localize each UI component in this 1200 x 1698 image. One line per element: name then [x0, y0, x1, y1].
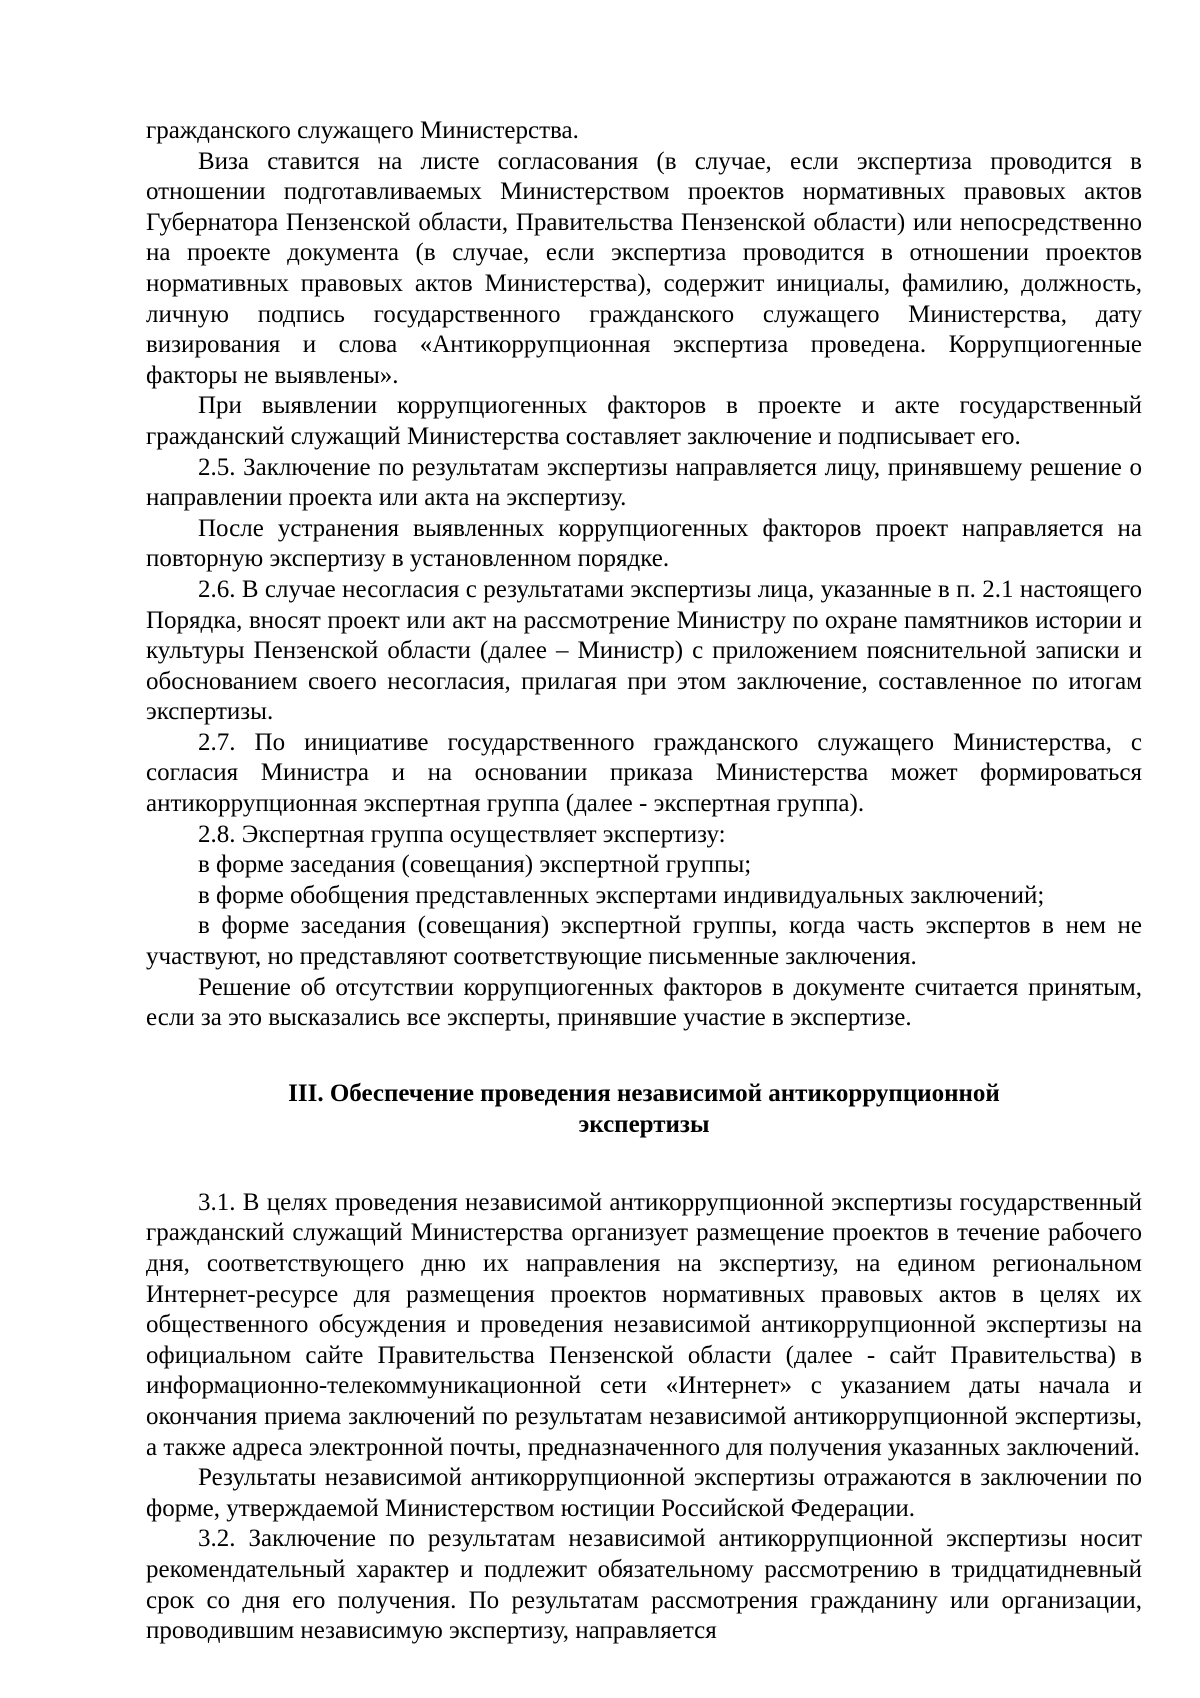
paragraph: 2.7. По инициативе государственного гражданского служащего Министерства, с согласия Министра и на основании приказа Министерства может формироваться антикоррупционная экспертная группа (далее - экспертная группа). — [146, 728, 1142, 818]
paragraph: Результаты независимой антикоррупционной экспертизы отражаются в заключении по форме, утверждаемой Министерством юстиции Российской Федерации. — [146, 1464, 1142, 1522]
section-3-heading — [146, 1078, 1142, 1140]
paragraph: Решение об отсутствии коррупциогенных факторов в документе считается принятым, если за это высказались все эксперты, принявшие участие в экспертизе. — [146, 973, 1142, 1032]
paragraph: в форме заседания (совещания) экспертной группы, когда часть экспертов в нем не участвуют, но представляют соответствующие письменные заключения. — [146, 912, 1142, 971]
section-3-heading-line-2: экспертизы — [578, 1110, 710, 1138]
section-2-body — [146, 116, 1142, 1034]
section-3-body — [146, 1188, 1142, 1647]
paragraph: Виза ставится на листе согласования (в случае, если экспертиза проводится в отношении подготавливаемых Министерством проектов нормативных правовых актов Губернатора Пензенской области, Правительства Пензенской области) или непосредственно на проекте документа (в случае, если экспертиза проводится в отношении проектов нормативных правовых актов Министерства), содержит инициалы, фамилию, должность, личную подпись государственного гражданского служащего Министерства, дату визирования и слова «Антикоррупционная экспертиза проведена. Коррупциогенные факторы не выявлены». — [146, 147, 1142, 389]
document-page — [146, 116, 1142, 1647]
paragraph: 3.1. В целях проведения независимой антикоррупционной экспертизы государственный гражданский служащий Министерства организует размещение проектов в течение рабочего дня, соответствующего дню их направления на экспертизу, на едином региональном Интернет-ресурсе для размещения проектов нормативных правовых актов в целях их общественного обсуждения и проведения независимой антикоррупционной экспертизы на официальном сайте Правительства Пензенской области (далее - сайт Правительства) в информационно-телекоммуникационной сети «Интернет» с указанием даты начала и окончания приема заключений по результатам независимой антикоррупционной экспертизы, а также адреса электронной почты, предназначенного для получения указанных заключений. — [146, 1188, 1142, 1461]
paragraph: После устранения выявленных коррупциогенных факторов проект направляется на повторную экспертизу в установленном порядке. — [146, 514, 1142, 573]
paragraph: 2.8. Экспертная группа осуществляет экспертизу: — [198, 820, 726, 848]
paragraph: 3.2. Заключение по результатам независимой антикоррупционной экспертизы носит рекомендательный характер и подлежит обязательному рассмотрению в тридцатидневный срок со дня его получения. По результатам рассмотрения гражданину или организации, проводившим независимую экспертизу, направляется — [146, 1525, 1142, 1645]
paragraph: 2.6. В случае несогласия с результатами экспертизы лица, указанные в п. 2.1 настоящего Порядка, вносят проект или акт на рассмотрение Министру по охране памятников истории и культуры Пензенской области (далее – Министр) с приложением пояснительной записки и обоснованием своего несогласия, прилагая при этом заключение, составленное по итогам экспертизы. — [146, 575, 1142, 726]
paragraph: гражданского служащего Министерства. — [146, 117, 579, 144]
paragraph: в форме обобщения представленных экспертами индивидуальных заключений; — [198, 881, 1045, 909]
paragraph: При выявлении коррупциогенных факторов в проекте и акте государственный гражданский служащий Министерства составляет заключение и подписывает его. — [146, 392, 1142, 450]
section-3-heading-line-1: III. Обеспечение проведения независимой антикоррупционной — [288, 1079, 1000, 1107]
paragraph: в форме заседания (совещания) экспертной группы; — [198, 851, 752, 879]
paragraph: 2.5. Заключение по результатам экспертизы направляется лицу, принявшему решение о направлении проекта или акта на экспертизу. — [146, 453, 1142, 512]
